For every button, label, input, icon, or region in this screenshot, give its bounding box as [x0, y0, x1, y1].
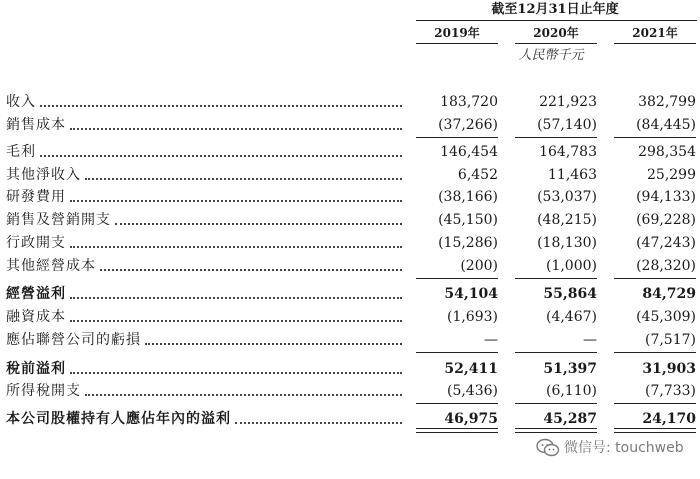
dot-leader	[115, 223, 402, 225]
row-value: (15,286)	[438, 235, 498, 251]
row-value: 46,975	[444, 411, 498, 427]
dot-leader	[40, 155, 402, 157]
row-value: (84,445)	[636, 117, 696, 133]
statement-row	[0, 142, 700, 162]
row-value: (53,037)	[537, 189, 597, 205]
period-header: 截至12月31日止年度	[491, 2, 619, 17]
subtotal-rule	[515, 403, 597, 404]
subtotal-rule	[614, 278, 696, 279]
row-value: 51,397	[543, 361, 597, 377]
subtotal-rule	[515, 278, 597, 279]
subtotal-rule	[614, 403, 696, 404]
row-label: 其他淨收入	[6, 167, 81, 183]
row-value: 298,354	[638, 144, 696, 160]
year-rule-2020	[515, 43, 597, 44]
row-label: 本公司股權持有人應佔年內的溢利	[6, 411, 231, 427]
row-value: 55,864	[543, 286, 597, 302]
row-value: (94,133)	[636, 189, 696, 205]
statement-row	[0, 187, 700, 207]
row-value: 25,299	[647, 167, 696, 183]
row-value: (57,140)	[537, 117, 597, 133]
row-label: 應佔聯營公司的虧損	[6, 332, 141, 348]
statement-row	[0, 115, 700, 135]
row-value: 24,170	[642, 411, 696, 427]
row-value: 54,104	[444, 286, 498, 302]
row-value: (48,215)	[537, 212, 597, 228]
row-value: (69,228)	[636, 212, 696, 228]
row-label: 毛利	[6, 144, 36, 160]
year-rule-2019	[416, 43, 498, 44]
row-value: —	[484, 332, 498, 348]
total-double-rule	[416, 428, 498, 433]
subtotal-rule	[416, 278, 498, 279]
dot-leader	[70, 200, 402, 202]
subtotal-rule	[416, 352, 498, 353]
row-value: (7,733)	[644, 383, 696, 399]
dot-leader	[70, 246, 402, 248]
row-value: 6,452	[457, 167, 498, 183]
statement-row	[0, 284, 700, 304]
dot-leader	[70, 320, 402, 322]
subtotal-rule	[614, 352, 696, 353]
row-value: 52,411	[444, 361, 498, 377]
period-header-rule	[416, 20, 697, 21]
row-label: 稅前溢利	[6, 361, 66, 377]
dot-leader	[145, 343, 402, 345]
dot-leader	[70, 297, 402, 299]
wechat-icon	[536, 438, 560, 458]
row-value: (38,166)	[438, 189, 498, 205]
subtotal-rule	[416, 137, 498, 138]
row-value: (5,436)	[446, 383, 498, 399]
statement-row	[0, 210, 700, 230]
dot-leader	[70, 372, 402, 374]
unit-label: 人民幣千元	[518, 48, 584, 63]
dot-leader	[235, 422, 402, 424]
row-value: (4,467)	[545, 309, 597, 325]
row-value: 146,454	[440, 144, 498, 160]
statement-row	[0, 409, 700, 429]
row-label: 收入	[6, 94, 36, 110]
row-label: 研發費用	[6, 189, 66, 205]
row-value: (45,309)	[636, 309, 696, 325]
year-header-2019: 2019年	[434, 26, 480, 40]
subtotal-rule	[416, 403, 498, 404]
row-value: 221,923	[539, 94, 597, 110]
row-value: (37,266)	[438, 117, 498, 133]
wechat-watermark	[536, 437, 696, 459]
subtotal-rule	[515, 352, 597, 353]
row-value: (1,693)	[446, 309, 498, 325]
row-value: (6,110)	[545, 383, 597, 399]
row-label: 融資成本	[6, 309, 66, 325]
row-value: (28,320)	[636, 258, 696, 274]
statement-row	[0, 330, 700, 350]
row-value: 45,287	[543, 411, 597, 427]
year-header-2020: 2020年	[533, 26, 579, 40]
statement-row	[0, 359, 700, 379]
total-double-rule	[515, 428, 597, 433]
statement-row	[0, 165, 700, 185]
statement-row	[0, 381, 700, 401]
statement-row	[0, 307, 700, 327]
row-value: (1,000)	[545, 258, 597, 274]
dot-leader	[85, 178, 402, 180]
row-label: 經營溢利	[6, 286, 66, 302]
statement-row	[0, 233, 700, 253]
row-value: 183,720	[440, 94, 498, 110]
row-label: 所得稅開支	[6, 383, 81, 399]
row-value: —	[583, 332, 597, 348]
row-value: 84,729	[642, 286, 696, 302]
row-value: (45,150)	[438, 212, 498, 228]
row-label: 銷售成本	[6, 117, 66, 133]
statement-row	[0, 256, 700, 276]
dot-leader	[40, 105, 402, 107]
statement-row	[0, 92, 700, 112]
dot-leader	[100, 269, 402, 271]
row-value: (18,130)	[537, 235, 597, 251]
row-value: 164,783	[539, 144, 597, 160]
year-header-2021: 2021年	[632, 26, 678, 40]
subtotal-rule	[515, 137, 597, 138]
row-value: (47,243)	[636, 235, 696, 251]
row-value: 31,903	[642, 361, 696, 377]
dot-leader	[85, 394, 402, 396]
row-label: 行政開支	[6, 235, 66, 251]
row-value: (7,517)	[644, 332, 696, 348]
total-double-rule	[614, 428, 696, 433]
year-rule-2021	[614, 43, 696, 44]
row-value: (200)	[460, 258, 498, 274]
row-value: 382,799	[638, 94, 696, 110]
dot-leader	[70, 128, 402, 130]
watermark-text: 微信号: touchweb	[564, 440, 684, 456]
row-label: 其他經營成本	[6, 258, 96, 274]
row-label: 銷售及營銷開支	[6, 212, 111, 228]
subtotal-rule	[614, 137, 696, 138]
row-value: 11,463	[548, 167, 597, 183]
